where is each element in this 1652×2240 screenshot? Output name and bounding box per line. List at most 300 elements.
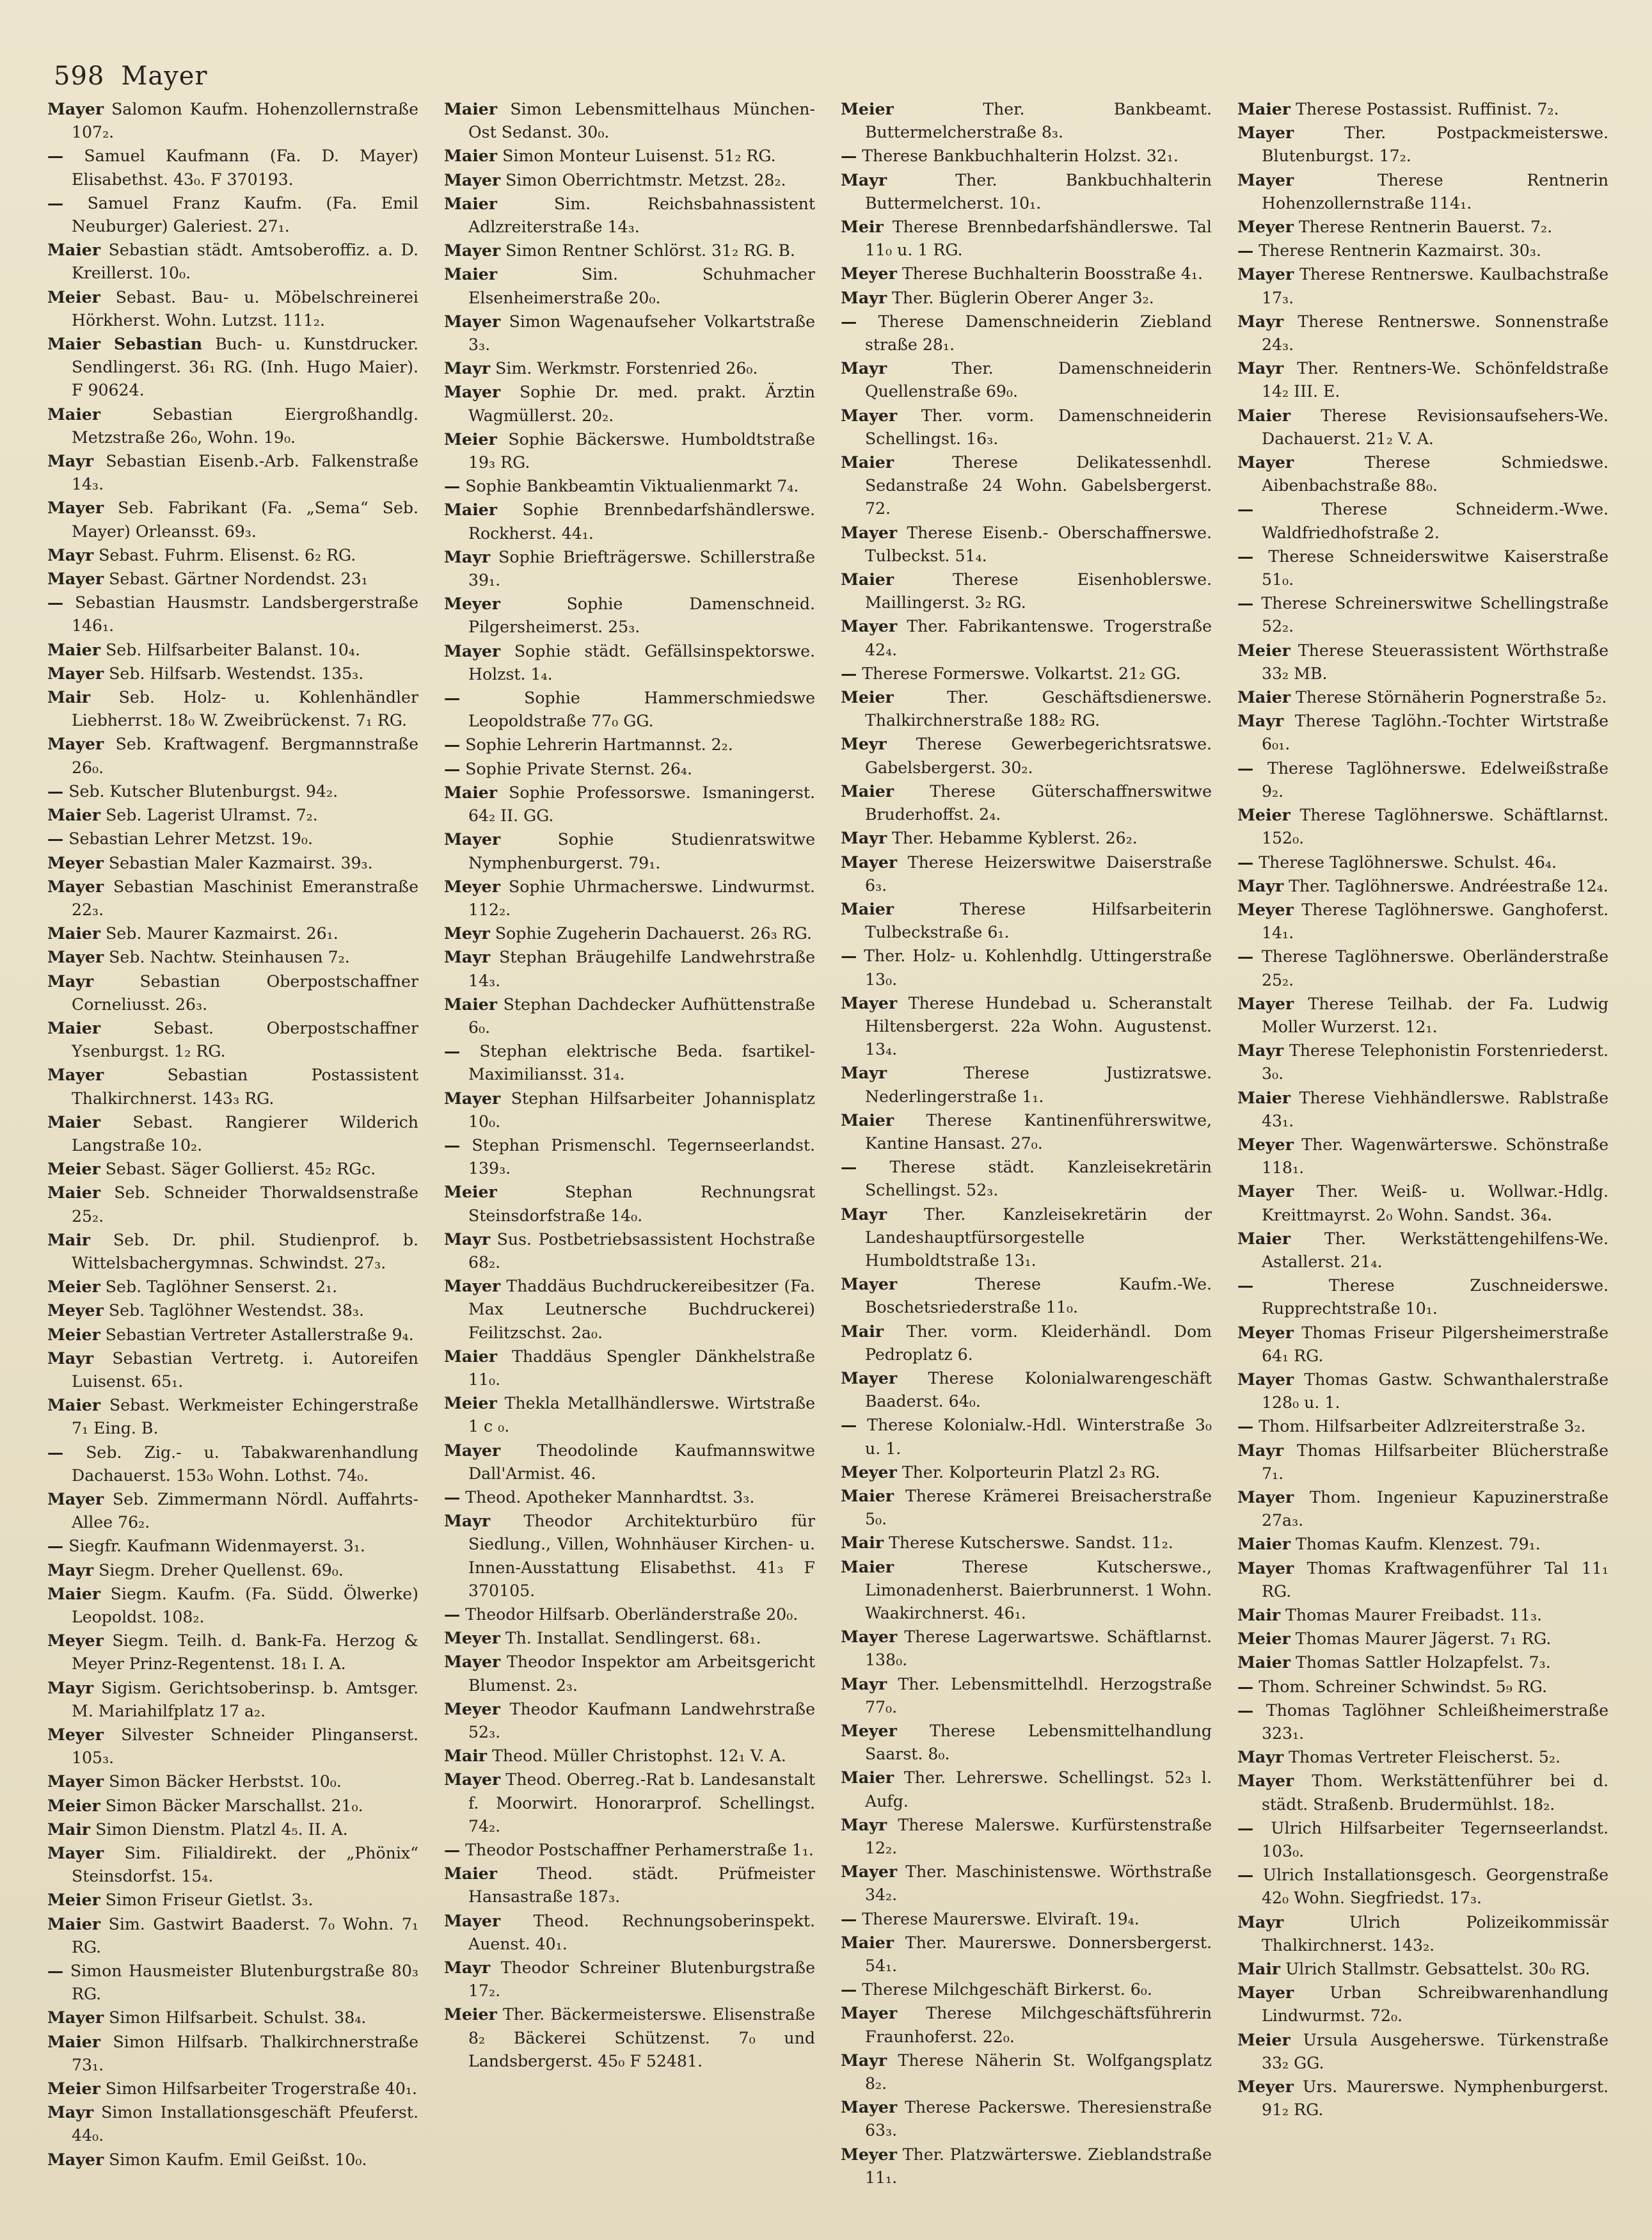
directory-entry xyxy=(1237,1769,1608,1816)
entry-details: Simon Kaufm. Emil Geißst. 10₀. xyxy=(109,2150,367,2169)
entry-details: Ther. Bankbeamt. Buttermelcherstraße 8₃. xyxy=(865,100,1212,142)
directory-entry xyxy=(47,1393,418,1440)
entry-details: Simon Bäcker Marschallst. 21₀. xyxy=(105,1796,363,1815)
directory-entry xyxy=(47,1912,418,1959)
entry-details: Simon Wagenaufseher Volkartstraße 3₃. xyxy=(468,312,815,355)
directory-entry xyxy=(841,144,1212,168)
entry-surname: — xyxy=(1237,499,1254,519)
entry-details: Stephan elektrische Beda. fsartikel-Maximiliansst. 31₄. xyxy=(468,1042,815,1084)
directory-entry xyxy=(841,404,1212,451)
entry-details: Ther. Holz- u. Kohlenhdlg. Uttingerstraße 13₀. xyxy=(864,947,1212,989)
directory-entry xyxy=(47,496,418,543)
entry-details: Stephan Hilfsarbeiter Johannisplatz 10₀. xyxy=(468,1089,815,1131)
directory-entry xyxy=(47,1723,418,1770)
entry-surname: — xyxy=(1237,1416,1254,1436)
entry-details: Seb. Kutscher Blutenburgst. 94₂. xyxy=(68,781,338,801)
directory-entry xyxy=(47,1770,418,1793)
entry-details: Sophie Zugeherin Dachauerst. 26₃ RG. xyxy=(495,924,812,943)
entry-details: Therese Damenschneiderin Ziebland straße 28₁. xyxy=(865,312,1212,355)
directory-entry xyxy=(841,897,1212,944)
entry-surname: Meier xyxy=(47,2079,100,2099)
entry-details: Urban Schreibwarenhandlung Lindwurmst. 72₀. xyxy=(1262,1983,1608,2026)
entry-surname: Mayr xyxy=(47,451,94,471)
entry-details: Simon Bäcker Herbstst. 10₀. xyxy=(109,1772,342,1791)
directory-entry xyxy=(47,1888,418,1912)
directory-entry xyxy=(841,356,1212,403)
directory-entry xyxy=(841,97,1212,144)
entry-surname: — xyxy=(47,593,64,612)
entry-surname: Mayer xyxy=(841,405,898,425)
entry-surname: Mayr xyxy=(444,358,491,378)
directory-entry xyxy=(841,1061,1212,1108)
directory-entry xyxy=(1237,239,1608,262)
entry-details: Thomas Kraftwagenführer Tal 11₁ RG. xyxy=(1262,1558,1608,1601)
entry-details: Ther. Wagenwärterswe. Schönstraße 118₁. xyxy=(1262,1135,1608,1178)
entry-details: Ther. vorm. Damenschneiderin Schellingst. 16₃. xyxy=(865,406,1212,448)
entry-details: Therese Malerswe. Kurfürstenstraße 12₂. xyxy=(865,1815,1212,1858)
directory-entry xyxy=(47,403,418,449)
entry-details: Sophie Lehrerin Hartmannst. 2₂. xyxy=(465,735,733,755)
entry-surname: Meyer xyxy=(444,594,500,614)
entry-details: Sebastian Lehrer Metzst. 19₀. xyxy=(68,829,314,849)
entry-surname: Mayr xyxy=(1237,1440,1284,1460)
directory-entry xyxy=(1237,404,1608,451)
directory-entry xyxy=(444,1697,815,1744)
entry-surname: — xyxy=(841,1415,857,1435)
directory-entry xyxy=(841,991,1212,1062)
entry-surname: — xyxy=(1237,546,1254,566)
entry-details: Ther. Damenschneiderin Quellenstraße 69₀. xyxy=(865,359,1212,401)
entry-surname: Mayer xyxy=(47,1772,104,1791)
entry-surname: Mayer xyxy=(444,641,501,660)
entry-surname: Mayer xyxy=(841,522,898,542)
directory-entry xyxy=(47,238,418,285)
directory-entry xyxy=(47,144,418,191)
directory-entry xyxy=(841,1413,1212,1460)
entry-details: Siegfr. Kaufmann Widenmayerst. 3₁. xyxy=(68,1537,365,1556)
entry-details: Seb. Lagerist Ulramst. 7₂. xyxy=(106,806,318,825)
directory-entry xyxy=(444,1862,815,1908)
directory-entry xyxy=(444,474,815,498)
entry-details: Ther. Maurerswe. Donnersbergerst. 54₁. xyxy=(865,1933,1212,1976)
entry-details: Theod. Oberreg.-Rat b. Landesanstalt f. Moorwirt. Honorarprof. Schellingst. 74₂. xyxy=(468,1770,815,1836)
entry-surname: Meyr xyxy=(841,734,887,754)
entry-details: Seb. Taglöhner Westendst. 38₃. xyxy=(108,1301,365,1320)
entry-surname: Mair xyxy=(444,1746,488,1766)
entry-details: Thaddäus Buchdruckereibesitzer (Fa. Max Leutnersche Buchdruckerei) Feilitzschst. 2a₀. xyxy=(468,1277,815,1342)
directory-entry xyxy=(1237,1532,1608,1556)
entry-details: Samuel Franz Kaufm. (Fa. Emil Neuburger) Galeriest. 27₁. xyxy=(72,193,418,236)
entry-surname: Maier xyxy=(47,805,101,825)
directory-entry xyxy=(841,1813,1212,1860)
directory-entry xyxy=(444,828,815,874)
entry-details: Therese Taglöhnerswe. Edelweißstraße 9₂. xyxy=(1262,758,1608,801)
entry-surname: Maier xyxy=(47,639,101,659)
entry-surname: Maier xyxy=(841,1556,894,1576)
entry-surname: Maier xyxy=(841,1485,894,1505)
directory-entry xyxy=(47,2077,418,2100)
entry-surname: Meier xyxy=(47,287,100,307)
entry-details: Sebastian Maler Kazmairst. 39₃. xyxy=(108,853,373,872)
entry-surname: Meyer xyxy=(47,1631,104,1651)
directory-entry xyxy=(47,285,418,332)
entry-surname: Meier xyxy=(1237,1629,1291,1649)
entry-surname: Mayr xyxy=(841,1063,887,1083)
entry-details: Seb. Zig.- u. Tabakwarenhandlung Dachauerst. 153₀ Wohn. Lothst. 74₀. xyxy=(72,1443,418,1485)
entry-details: Therese Rentnerin Bauerst. 7₂. xyxy=(1298,218,1553,237)
directory-entry xyxy=(1237,1863,1608,1910)
directory-entry xyxy=(444,356,815,380)
entry-surname: Mayr xyxy=(1237,711,1284,731)
entry-details: Ther. Bankbuchhalterin Buttermelcherst. 10₁. xyxy=(865,170,1212,212)
directory-entry xyxy=(841,2049,1212,2095)
entry-surname: Maier xyxy=(444,146,498,166)
directory-entry xyxy=(1237,1180,1608,1226)
entry-surname: Mayer xyxy=(1237,1487,1294,1507)
entry-surname: — xyxy=(444,1135,461,1155)
entry-surname: Mayer xyxy=(1237,1181,1294,1201)
entry-details: Sebast. Rangierer Wilderich Langstraße 10₂. xyxy=(72,1112,418,1155)
directory-entry xyxy=(444,1039,815,1086)
directory-entry xyxy=(841,1366,1212,1413)
entry-details: Simon Dienstm. Platzl 4₅. II. A. xyxy=(95,1820,348,1839)
entry-details: Sebastian Postassistent Thalkirchnerst. 143₃ RG. xyxy=(72,1066,418,1108)
directory-entry xyxy=(1237,756,1608,803)
entry-surname: Mayer xyxy=(47,569,104,589)
entry-surname: Maier xyxy=(47,1583,101,1603)
entry-surname: Mayr xyxy=(841,358,887,378)
entry-details: Sebastian Hausmstr. Landsbergerstraße 146₁. xyxy=(72,593,418,636)
entry-surname: Maier xyxy=(47,2031,101,2051)
directory-entry xyxy=(47,1441,418,1487)
entry-surname: Meyer xyxy=(841,1462,897,1482)
entry-details: Thomas Sattler Holzapfelst. 7₃. xyxy=(1296,1653,1551,1672)
directory-entry xyxy=(444,592,815,639)
entry-details: Sebastian Eiergroßhandlg. Metzstraße 26₀, Wohn. 19₀. xyxy=(72,404,418,447)
directory-entry xyxy=(47,1299,418,1322)
directory-entry xyxy=(47,875,418,922)
entry-surname: — xyxy=(1237,1676,1254,1696)
directory-entry xyxy=(47,2148,418,2172)
column-1 xyxy=(47,97,418,2222)
directory-entry xyxy=(841,1931,1212,1978)
entry-details: Sophie Damenschneid. Pilgersheimerst. 25₃. xyxy=(468,595,815,637)
entry-surname: Mayr xyxy=(1237,358,1284,378)
entry-details: Ther. Hebamme Kyblerst. 26₂. xyxy=(892,829,1138,848)
entry-details: Therese Rentnerswe. Sonnenstraße 24₃. xyxy=(1262,312,1608,355)
entry-details: Therese Hilfsarbeiterin Tulbeckstraße 6₁. xyxy=(865,899,1212,942)
entry-details: Therese Kolonialwarengeschäft Baaderst. 64₀. xyxy=(865,1368,1212,1411)
entry-details: Theod. Rechnungsoberinspekt. Auenst. 40₁. xyxy=(468,1911,815,1953)
entry-details: Therese Schneiderm.-Wwe. Waldfriedhofstraße 2. xyxy=(1262,500,1608,542)
column-2 xyxy=(444,97,815,2222)
directory-entry xyxy=(1237,168,1608,215)
directory-entry xyxy=(47,1063,418,1110)
directory-entry xyxy=(444,144,815,168)
directory-entry xyxy=(444,428,815,474)
directory-entry xyxy=(1237,874,1608,898)
entry-details: Therese Maurerswe. Elviraſt. 19₄. xyxy=(862,1909,1140,1928)
entry-details: Sim. Werkmstr. Forstenried 26₀. xyxy=(495,359,758,378)
entry-details: Buch- u. Kunstdrucker. Sendlingerst. 36₁ RG. (Inh. Hugo Maier). F 90624. xyxy=(72,335,418,400)
entry-surname: — xyxy=(1237,241,1254,260)
entry-details: Seb. Hilfsarb. Westendst. 135₃. xyxy=(109,664,364,683)
entry-details: Seb. Holz- u. Kohlenhändler Liebherrst. 18₀ W. Zweibrückenst. 7₁ RG. xyxy=(72,688,418,730)
entry-details: Stephan Rechnungsrat Steinsdorfstraße 14₀. xyxy=(468,1183,815,1225)
entry-surname: Meier xyxy=(444,1182,497,1202)
entry-surname: Meier xyxy=(444,2004,497,2024)
entry-details: Therese Heizerswitwe Daiserstraße 6₃. xyxy=(865,852,1212,895)
directory-entry xyxy=(841,1484,1212,1531)
directory-entry xyxy=(444,1838,815,1862)
entry-details: Simon Friseur Gietlst. 3₃. xyxy=(105,1891,314,1910)
directory-entry xyxy=(444,1650,815,1697)
entry-surname: Maier xyxy=(444,1346,498,1366)
entry-surname: Mayer xyxy=(1237,1771,1294,1791)
entry-surname: — xyxy=(841,946,857,966)
entry-details: Theod. städt. Prüfmeister Hansastraße 187₃. xyxy=(468,1864,815,1907)
directory-entry xyxy=(841,2001,1212,2048)
directory-entry xyxy=(47,662,418,685)
entry-details: Therese Näherin St. Wolfgangsplatz 8₂. xyxy=(865,2051,1212,2093)
entry-surname: — xyxy=(841,1157,857,1177)
entry-surname: Mayr xyxy=(1237,1041,1284,1060)
directory-entry xyxy=(841,521,1212,568)
entry-surname: Maier xyxy=(841,781,894,801)
entry-details: Therese Taglöhnerswe. Oberländerstraße 25₂. xyxy=(1261,947,1608,989)
entry-surname: Mayer xyxy=(444,170,501,189)
entry-details: Therese Schmiedswe. Aibenbachstraße 88₀. xyxy=(1262,453,1608,495)
directory-entry xyxy=(1237,709,1608,756)
entry-details: Siegm. Teilh. d. Bank-Fa. Herzog & Meyer Prinz-Regentenst. 18₁ I. A. xyxy=(72,1631,418,1674)
entry-surname: Maier xyxy=(1237,1652,1291,1672)
directory-entry xyxy=(1237,1651,1608,1674)
entry-surname: Mayr xyxy=(47,1677,94,1697)
directory-entry xyxy=(47,97,418,144)
entry-surname: Maier xyxy=(47,1112,101,1132)
entry-details: Ther. Maschinistenswe. Wörthstraße 34₂. xyxy=(865,1862,1212,1905)
entry-surname: — xyxy=(47,1961,64,1981)
directory-entry xyxy=(1237,1414,1608,1438)
directory-entry xyxy=(47,591,418,637)
entry-details: Sebast. Werkmeister Echingerstraße 7₁ Eing. B. xyxy=(72,1396,418,1438)
entry-details: Sebastian Maschinist Emeranstraße 22₃. xyxy=(72,877,418,919)
entry-surname: Mayr xyxy=(444,1511,491,1531)
entry-surname: Mayer xyxy=(841,1627,898,1647)
directory-entry xyxy=(47,1676,418,1723)
entry-surname: Mayer xyxy=(841,852,898,872)
entry-surname: Maier xyxy=(841,899,894,918)
directory-entry xyxy=(47,449,418,496)
directory-entry xyxy=(47,1818,418,1841)
entry-details: Therese Bankbuchhalterin Holzst. 32₁. xyxy=(862,147,1179,166)
directory-entry xyxy=(444,1274,815,1345)
directory-entry xyxy=(47,945,418,969)
entry-surname: Mayr xyxy=(47,545,94,564)
entry-details: Therese städt. Kanzleisekretärin Schellingst. 52₃. xyxy=(865,1158,1212,1200)
directory-entry xyxy=(47,1228,418,1275)
entry-surname: Maier xyxy=(444,782,498,802)
entry-surname: — xyxy=(1237,1818,1254,1837)
directory-entry xyxy=(841,451,1212,521)
directory-entry xyxy=(47,922,418,945)
entry-details: Theodor Kaufmann Landwehrstraße 52₃. xyxy=(468,1699,815,1742)
entry-details: Sim. Filialdirekt. der „Phönix“ Steinsdorfst. 15₄. xyxy=(72,1844,418,1886)
directory-entry xyxy=(841,826,1212,850)
entry-details: Theod. Apotheker Mannhardtst. 3₃. xyxy=(465,1487,755,1507)
directory-entry xyxy=(47,732,418,779)
entry-surname: — xyxy=(444,735,461,755)
entry-surname: Mayer xyxy=(47,734,104,754)
entry-surname: Maier xyxy=(47,1914,101,1933)
entry-surname: Maier xyxy=(1237,405,1291,425)
entry-surname: Maier xyxy=(841,1768,894,1788)
entry-details: Therese Taglöhnerswe. Schäftlarnst. 152₀. xyxy=(1262,806,1608,848)
entry-surname: Mayr xyxy=(1237,311,1284,331)
directory-entry xyxy=(1237,1603,1608,1627)
entry-surname: Mair xyxy=(841,1321,884,1341)
entry-surname: Mayr xyxy=(444,1229,491,1249)
entry-surname: Maier xyxy=(47,240,101,260)
entry-details: Therese Packerswe. Theresienstraße 63₃. xyxy=(865,2098,1212,2140)
directory-entry xyxy=(1237,851,1608,874)
entry-surname: Mair xyxy=(1237,1959,1281,1979)
entry-details: Sophie Studienratswitwe Nymphenburgerst. 79₁. xyxy=(468,830,815,872)
directory-entry xyxy=(47,1275,418,1299)
entry-details: Ther. Werkstättengehilfens-We. Astallerst. 21₄. xyxy=(1262,1229,1608,1271)
entry-details: Siegm. Kaufm. (Fa. Südd. Ölwerke) Leopoldst. 108₂. xyxy=(72,1584,418,1626)
entry-details: Therese Zuschneiderswe. Rupprechtstraße 10₁. xyxy=(1262,1276,1608,1318)
entry-surname: Mayer xyxy=(47,2008,104,2028)
directory-entry xyxy=(1237,310,1608,356)
directory-entry xyxy=(444,1391,815,1438)
entry-details: Simon Lebensmittelhaus München-Ost Sedanst. 30₀. xyxy=(468,100,815,142)
directory-entry xyxy=(841,732,1212,779)
directory-entry xyxy=(444,498,815,545)
directory-entry xyxy=(1237,1556,1608,1603)
directory-entry xyxy=(444,639,815,686)
entry-details: Thomas Maurer Jägerst. 7₁ RG. xyxy=(1295,1629,1552,1649)
entry-surname: Mayer xyxy=(444,1910,501,1930)
entry-details: Silvester Schneider Plinganserst. 105₃. xyxy=(72,1725,418,1768)
entry-surname: Mayr xyxy=(1237,1912,1284,1932)
entry-surname: Maier xyxy=(841,1932,894,1952)
directory-entry xyxy=(1237,1368,1608,1414)
entry-surname: — xyxy=(444,1487,461,1507)
entry-details: Therese Kaufm.-We. Boschetsriederstraße 11₀. xyxy=(865,1275,1212,1317)
entry-surname: — xyxy=(444,1041,461,1061)
entry-surname: Mayr xyxy=(841,1674,887,1693)
entry-details: Ulrich Polizeikommissär Thalkirchnerst. 143₂. xyxy=(1262,1912,1608,1955)
directory-entry xyxy=(841,1272,1212,1319)
entry-details: Theodolinde Kaufmannswitwe Dall'Armist. 46. xyxy=(468,1441,815,1483)
entry-surname: Maier xyxy=(444,1864,498,1884)
directory-entry xyxy=(841,1907,1212,1931)
entry-surname: Meyer xyxy=(1237,1322,1294,1342)
entry-surname: Mayer xyxy=(841,1274,898,1294)
entry-surname: Meyer xyxy=(444,1628,500,1648)
directory-entry xyxy=(47,1323,418,1347)
entry-surname: Maier xyxy=(1237,687,1291,707)
directory-entry xyxy=(444,993,815,1039)
entry-details: Therese Revisionsaufsehers-We. Dachauerst. 21₂ V. A. xyxy=(1262,406,1608,448)
entry-details: Therese Rentnerswe. Kaulbachstraße 17₃. xyxy=(1262,265,1608,307)
entry-surname: — xyxy=(444,688,461,708)
entry-surname: — xyxy=(841,311,857,331)
entry-details: Sophie Bäckerswe. Humboldtstraße 19₃ RG. xyxy=(468,429,815,472)
directory-entry xyxy=(444,545,815,592)
entry-surname: Meyr xyxy=(444,924,490,943)
directory-entry xyxy=(444,1485,815,1509)
entry-details: Ther. Bäckermeisterswe. Elisenstraße 8₂ Bäckerei Schützenst. 7₀ und Landsbergerst. 45₀ F 52481. xyxy=(468,2005,815,2070)
entry-details: Stephan Dachdecker Aufhüttenstraße 6₀. xyxy=(468,995,815,1037)
directory-entry xyxy=(444,310,815,356)
entry-details: Therese Eisenb.- Oberschaffnerswe. Tulbeckst. 51₄. xyxy=(865,523,1212,565)
entry-details: Therese Hundebad u. Scheranstalt Hiltensbergerst. 22a Wohn. Augustenst. 13₄. xyxy=(865,993,1212,1059)
entry-details: Therese Justizratswe. Nederlingerstraße 1₁. xyxy=(865,1064,1212,1106)
directory-entry xyxy=(47,1629,418,1676)
entry-surname: Meyer xyxy=(47,852,104,872)
directory-entry xyxy=(1237,685,1608,709)
entry-details: Thomas Hilfsarbeiter Blücherstraße 7₁. xyxy=(1262,1441,1608,1483)
entry-details: Ther. Fabrikantenswe. Trogerstraße 42₄. xyxy=(865,617,1212,659)
directory-entry xyxy=(47,1841,418,1888)
directory-entry xyxy=(1237,898,1608,945)
directory-entry xyxy=(444,1133,815,1180)
entry-details: Theodor Postschaffner Perhamerstraße 1₁. xyxy=(465,1841,814,1860)
entry-surname: — xyxy=(1237,852,1254,872)
entry-details: Ther. Kanzleisekretärin der Landeshauptfürsorgestelle Humboldtstraße 13₁. xyxy=(865,1204,1212,1270)
directory-entry xyxy=(444,1626,815,1650)
entry-surname: Mayer xyxy=(47,1065,104,1085)
entry-details: Simon Hilfsarb. Thalkirchnerstraße 73₁. xyxy=(72,2032,418,2074)
directory-entry xyxy=(1237,1627,1608,1651)
entry-details: Therese Kutscherswe. Sandst. 11₂. xyxy=(889,1533,1173,1553)
directory-entry xyxy=(841,944,1212,991)
entry-surname: Meyer xyxy=(444,876,500,896)
entry-surname: Meier xyxy=(444,1393,497,1413)
entry-surname: Mayr xyxy=(1237,876,1284,895)
entry-details: Theodor Schreiner Blutenburgstraße 17₂. xyxy=(468,1958,815,2001)
entry-details: Sophie städt. Gefällsinspektorswe. Holzst. 1₄. xyxy=(468,641,815,684)
directory-entry xyxy=(47,1347,418,1393)
entry-details: Thomas Taglöhner Schleißheimerstraße 323₁. xyxy=(1262,1700,1608,1743)
entry-surname: Mayer xyxy=(1237,1983,1294,2003)
directory-entry xyxy=(1237,451,1608,497)
directory-entry xyxy=(1237,97,1608,121)
directory-entry xyxy=(841,851,1212,897)
entry-details: Thomas Kaufm. Klenzest. 79₁. xyxy=(1296,1535,1541,1554)
entry-surname: Mayer xyxy=(47,498,104,518)
entry-details: Seb. Kraftwagenf. Bergmannstraße 26₀. xyxy=(72,735,418,777)
directory-entry xyxy=(444,757,815,781)
entry-surname: Mayr xyxy=(444,547,491,566)
directory-entry xyxy=(444,168,815,192)
entry-surname: Maier xyxy=(47,924,101,943)
directory-entry xyxy=(47,827,418,851)
entry-details: Urs. Maurerswe. Nymphenburgerst. 91₂ RG. xyxy=(1262,2077,1608,2120)
entry-surname: Meier xyxy=(1237,805,1291,825)
entry-details: Sim. Reichsbahnassistent Adlzreiterstraße 14₃. xyxy=(468,194,815,237)
entry-details: Stephan Bräugehilfe Landwehrstraße 14₃. xyxy=(468,948,815,990)
entry-surname: Mayer xyxy=(47,663,104,683)
directory-entry xyxy=(1237,639,1608,685)
entry-details: Seb. Hilfsarbeiter Balanst. 10₄. xyxy=(106,640,360,659)
entry-surname: Mair xyxy=(1237,1605,1281,1624)
directory-entry xyxy=(1237,1321,1608,1368)
entry-details: Simon Installationsgeschäft Pfeuferst. 44₀. xyxy=(72,2103,418,2145)
entry-details: Therese Milchgeschäftsführerin Fraunhoferst. 22₀. xyxy=(865,2004,1212,2046)
